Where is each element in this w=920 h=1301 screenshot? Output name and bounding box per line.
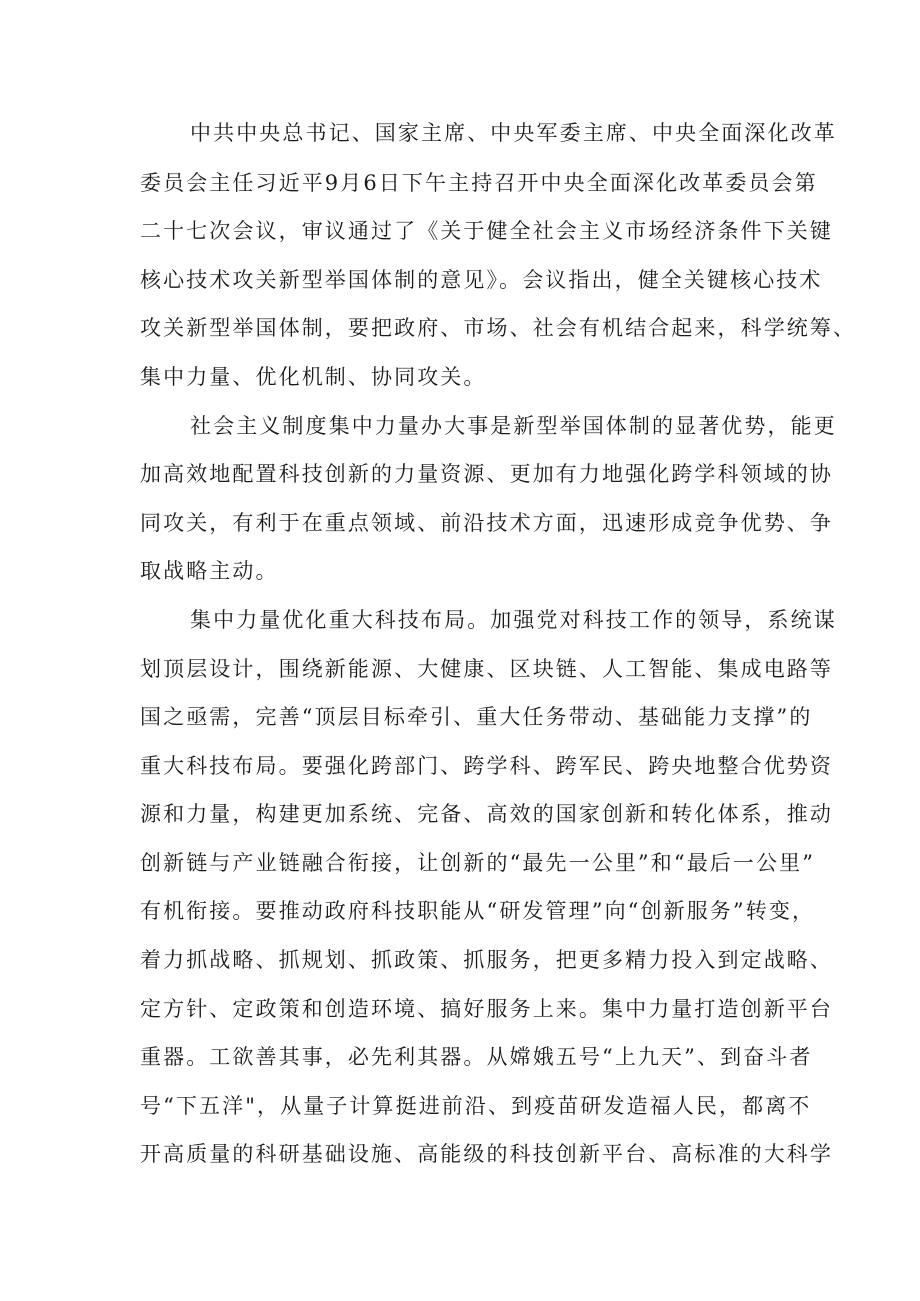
paragraph-3-line-1: 集中力量优化重大科技布局。加强党对科技工作的领导，系统谋 xyxy=(190,608,837,632)
paragraph-3-line-7: 有机衔接。要推动政府科技职能从“研发管理”向“创新服务”转变， xyxy=(140,899,816,923)
paragraph-3-line-4: 重大科技布局。要强化跨部门、跨学科、跨军民、跨央地整合优势资 xyxy=(140,754,833,778)
paragraph-3-line-10: 重器。工欲善其事，必先利其器。从嫦娥五号“上九天”、到奋斗者 xyxy=(140,1045,813,1069)
paragraph-3-line-12: 开高质量的科研基础设施、高能级的科技创新平台、高标准的大科学 xyxy=(140,1142,833,1166)
paragraph-1-line-3: 二十七次会议，审议通过了《关于健全社会主义市场经济条件下关键 xyxy=(140,219,833,243)
paragraph-3-line-2: 划顶层设计，围绕新能源、大健康、区块链、人工智能、集成电路等 xyxy=(140,657,833,681)
paragraph-3-line-8: 着力抓战略、抓规划、抓政策、抓服务，把更多精力投入到定战略、 xyxy=(140,948,833,972)
paragraph-3-line-11: 号“下五洋"，从量子计算挺进前沿、到疫苗研发造福人民，都离不 xyxy=(140,1094,812,1118)
paragraph-3-line-6: 创新链与产业链融合衔接，让创新的“最先一公里”和“最后一公里” xyxy=(140,851,816,875)
paragraph-1-line-5: 攻关新型举国体制，要把政府、市场、社会有机结合起来，科学统筹、 xyxy=(140,316,857,340)
paragraph-1-line-6: 集中力量、优化机制、协同攻关。 xyxy=(140,365,487,389)
paragraph-1-line-4: 核心技术攻关新型举国体制的意见》。会议指出，健全关键核心技术 xyxy=(140,268,823,292)
paragraph-2-line-1: 社会主义制度集中力量办大事是新型举国体制的显著优势，能更 xyxy=(190,414,837,438)
paragraph-2-line-3: 同攻关，有利于在重点领域、前沿技术方面，迅速形成竞争优势、争 xyxy=(140,511,833,535)
paragraph-1-line-1: 中共中央总书记、国家主席、中央军委主席、中央全面深化改革 xyxy=(190,121,837,145)
paragraph-2-line-2: 加高效地配置科技创新的力量资源、更加有力地强化跨学科领域的协 xyxy=(140,462,833,486)
paragraph-2-line-4: 取战略主动。 xyxy=(140,559,279,583)
paragraph-1-line-2: 委员会主任习近平9月6日下午主持召开中央全面深化改革委员会第 xyxy=(140,171,818,195)
paragraph-3-line-3: 国之亟需，完善“顶层目标牵引、重大任务带动、基础能力支撑”的 xyxy=(140,705,813,729)
paragraph-3-line-5: 源和力量，构建更加系统、完备、高效的国家创新和转化体系，推动 xyxy=(140,802,833,826)
paragraph-3-line-9: 定方针、定政策和创造环境、搞好服务上来。集中力量打造创新平台 xyxy=(140,997,833,1021)
